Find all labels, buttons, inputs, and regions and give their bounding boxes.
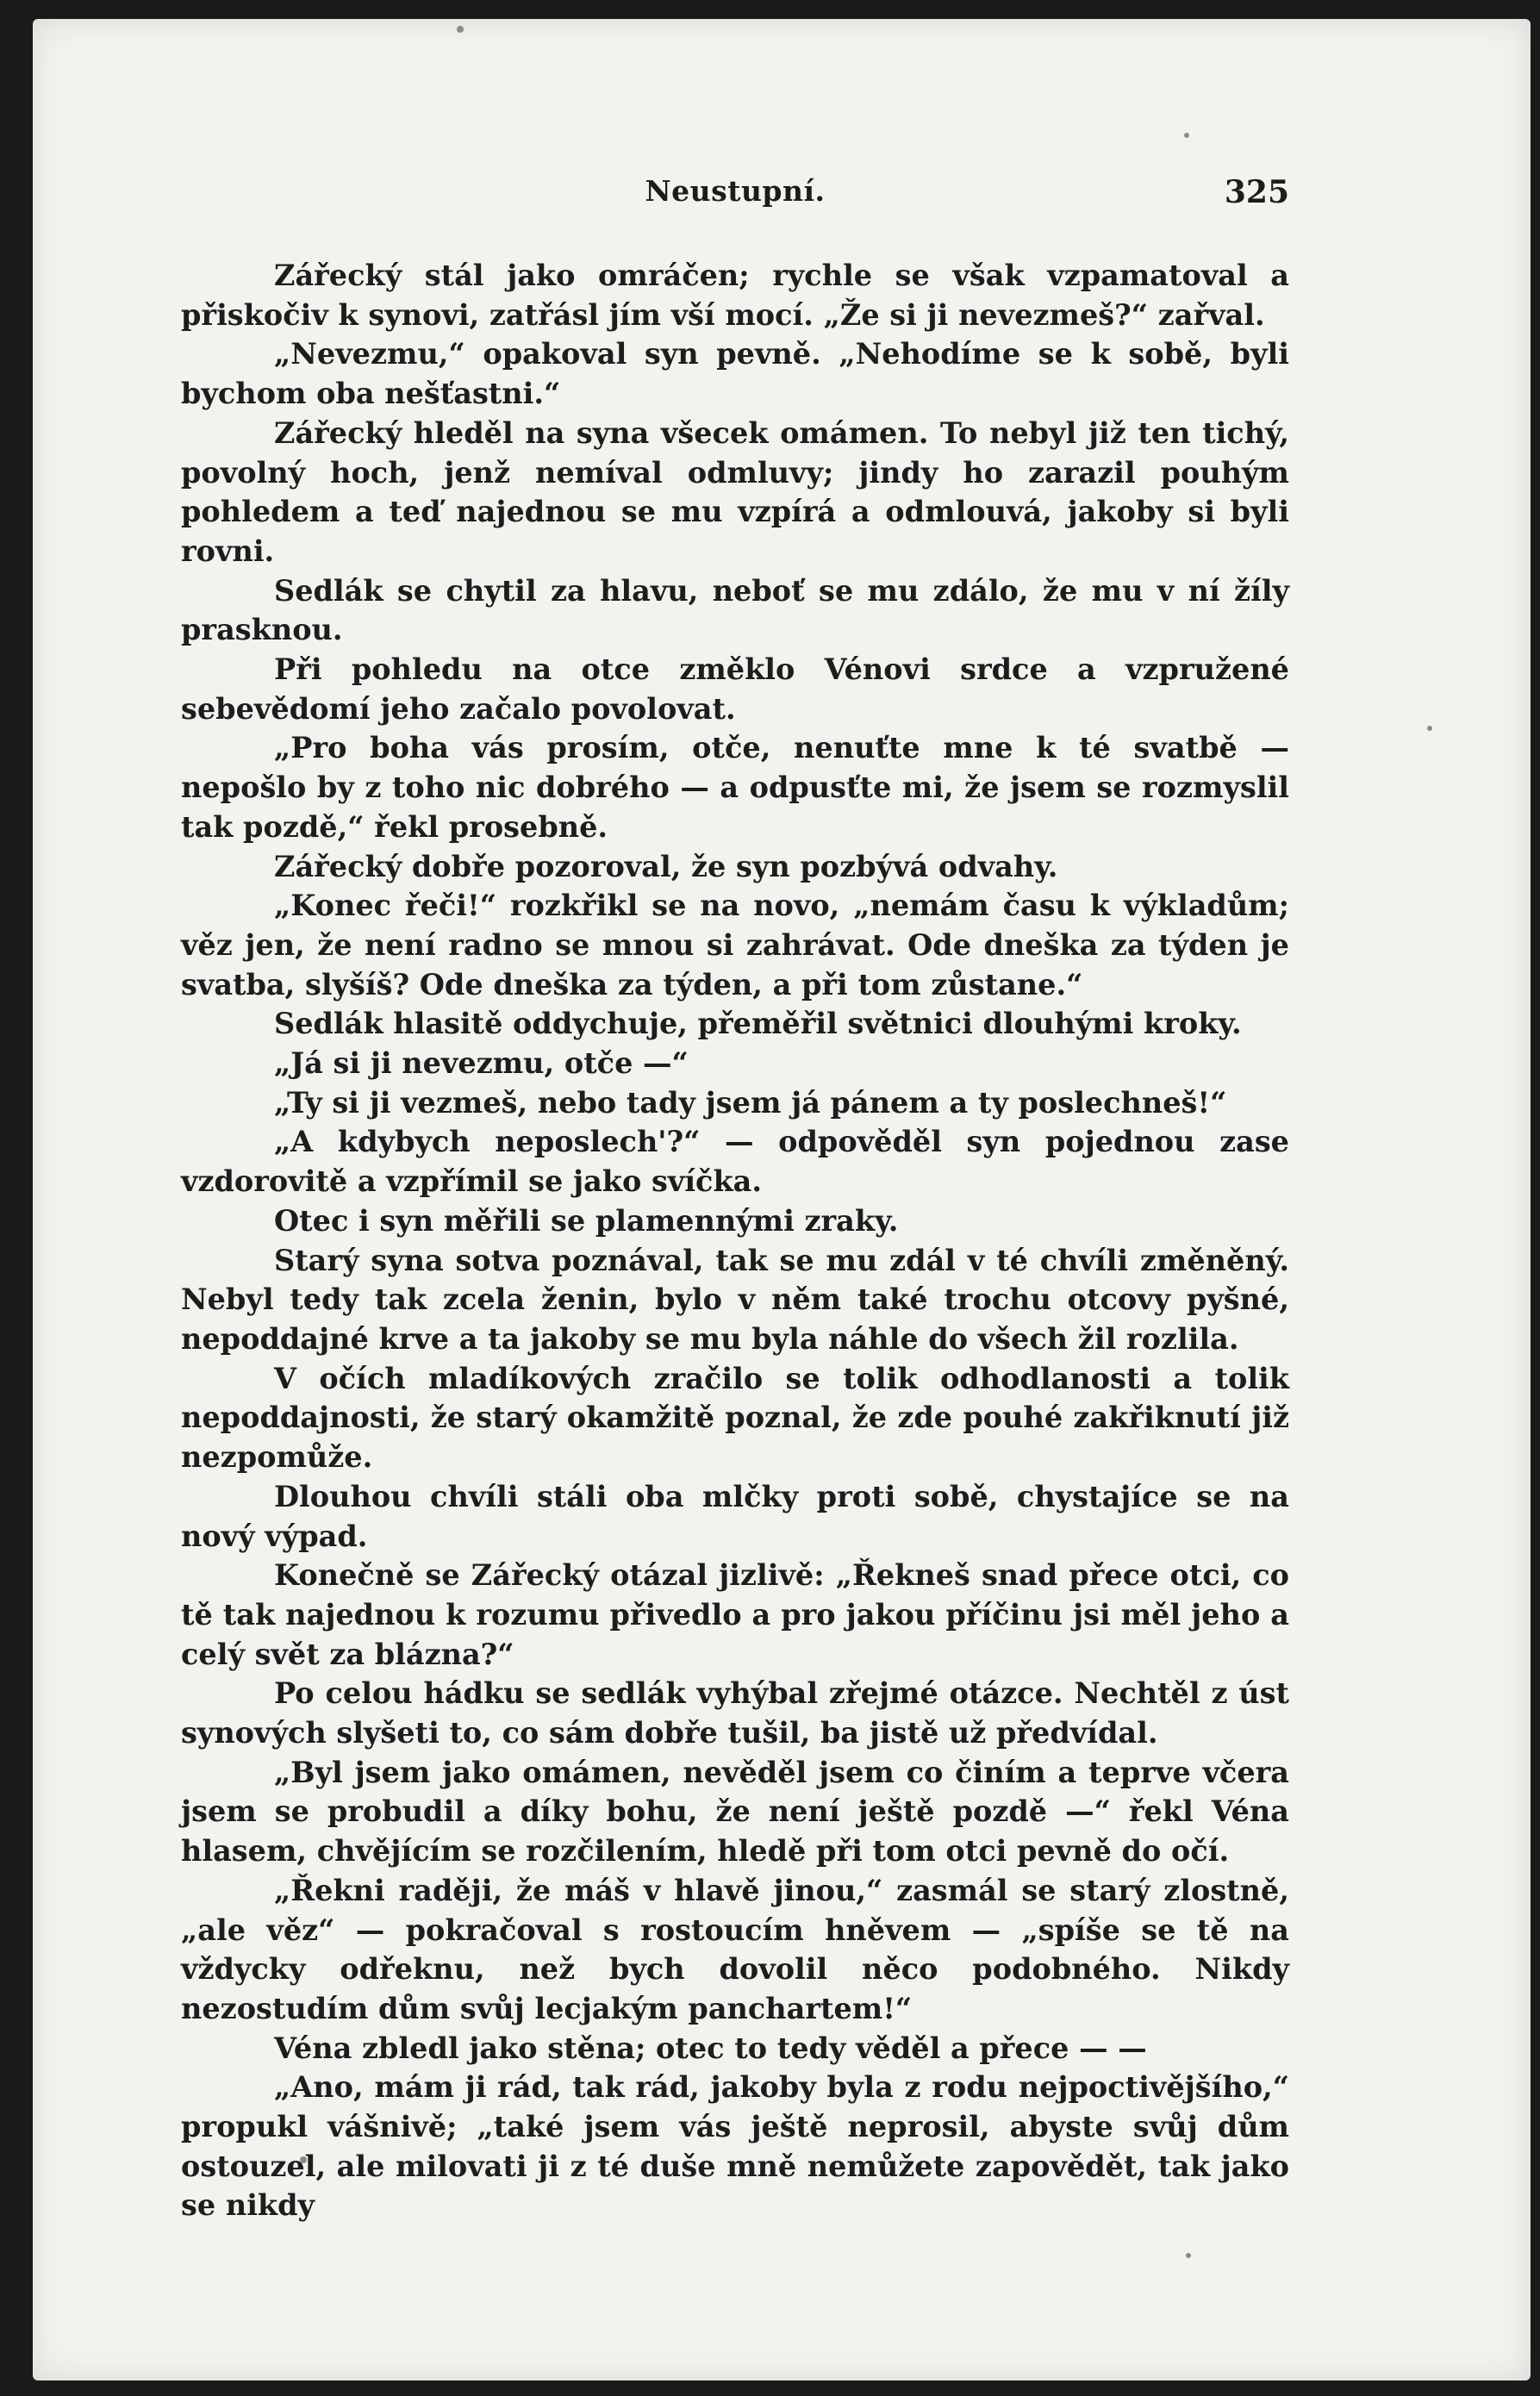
paragraph: Starý syna sotva poznával, tak se mu zdál v té chvíli změněný. Nebyl tedy tak zcela ženin, bylo v něm také trochu otcovy pyšné, nepoddajné krve a ta jakoby se mu byla náhle do všech žil rozlila. <box>181 1243 1289 1356</box>
paragraph: Otec i syn měřili se plamennými zraky. <box>274 1203 899 1238</box>
paragraph: Sedlák se chytil za hlavu, neboť se mu zdálo, že mu v ní žíly prasknou. <box>181 573 1289 647</box>
paragraph: Zářecký stál jako omráčen; rychle se však vzpamatoval a přiskočiv k synovi, zatřásl jím vší mocí. „Že si ji nevezmeš?“ zařval. <box>181 259 1289 332</box>
paragraph: Po celou hádku se sedlák vyhýbal zřejmé otázce. Nechtěl z úst synových slyšeti to, co sám dobře tušil, ba jistě už předvídal. <box>181 1676 1289 1750</box>
paragraph: „Já si ji nevezmu, otče —“ <box>274 1046 689 1081</box>
paragraph: Sedlák hlasitě oddychuje, přeměřil světnici dlouhými kroky. <box>274 1007 1242 1041</box>
paragraph: „Pro boha vás prosím, otče, nenuťte mne k té svatbě — nepošlo by z toho nic dobrého — a odpusťte mi, že jsem se rozmyslil tak pozdě,“ řekl prosebně. <box>181 731 1289 844</box>
paragraph: „Řekni raději, že máš v hlavě jinou,“ zasmál se starý zlostně, „ale věz“ — pokračoval s rostoucím hněvem — „spíše se tě na vždycky odřeknu, než bych dovolil něco podobného. Nikdy nezostudím dům svůj lecjakým panchartem!“ <box>181 1873 1289 2025</box>
paragraph: Dlouhou chvíli stáli oba mlčky proti sobě, chystajíce se na nový výpad. <box>181 1479 1289 1553</box>
paragraph: Konečně se Zářecký otázal jizlivě: „Řekneš snad přece otci, co tě tak najednou k rozumu přivedlo a pro jakou příčinu jsi měl jeho a celý svět za blázna?“ <box>181 1558 1289 1671</box>
paragraph: „A kdybych neposlech'?“ — odpověděl syn pojednou zase vzdorovitě a vzpřímil se jako svíčka. <box>181 1125 1289 1199</box>
body-text <box>181 256 1289 2225</box>
paragraph: „Byl jsem jako omámen, nevěděl jsem co činím a teprve včera jsem se probudil a díky bohu, že není ještě pozdě —“ řekl Véna hlasem, chvějícím se rozčilením, hledě při tom otci pevně do očí. <box>181 1755 1289 1869</box>
paragraph: „Konec řeči!“ rozkřikl se na novo, „nemám času k výkladům; věz jen, že není radno se mnou si zahrávat. Ode dneška za týden je svatba, slyšíš? Ode dneška za týden, a při tom zůstane.“ <box>181 889 1289 1001</box>
paper-speck <box>457 26 464 33</box>
paragraph: Při pohledu na otce změklo Vénovi srdce a vzpružené sebevědomí jeho začalo povolovat. <box>181 652 1289 726</box>
page-header <box>181 174 1289 217</box>
paragraph: Zářecký hleděl na syna všecek omámen. To nebyl již ten tichý, povolný hoch, jenž nemíval odmluvy; jindy ho zarazil pouhým pohledem a teď najednou se mu vzpírá a odmlouvá, jakoby si byli rovni. <box>181 415 1289 568</box>
page-number: 325 <box>1224 174 1289 210</box>
paragraph: „Ano, mám ji rád, tak rád, jakoby byla z rodu nejpoctivějšího,“ propukl vášnivě; „také jsem vás ještě neprosil, abyste svůj dům ostouzel, ale milovati ji z té duše mně nemůžete zapovědět, tak jako se nikdy <box>181 2070 1289 2223</box>
paragraph: „Nevezmu,“ opakoval syn pevně. „Nehodíme se k sobě, byli bychom oba nešťastni.“ <box>181 337 1289 411</box>
paragraph: Zářecký dobře pozoroval, že syn pozbývá odvahy. <box>274 849 1058 883</box>
paragraph: Véna zbledl jako stěna; otec to tedy věděl a přece — — <box>274 2031 1147 2065</box>
paragraph: „Ty si ji vezmeš, nebo tady jsem já pánem a ty poslechneš!“ <box>274 1085 1227 1120</box>
paper-speck <box>1184 133 1189 138</box>
running-title: Neustupní. <box>645 174 826 208</box>
paper-speck <box>1427 726 1432 731</box>
paper-speck <box>1186 2253 1191 2258</box>
paragraph: V očích mladíkových zračilo se tolik odhodlanosti a tolik nepoddajnosti, že starý okamžitě poznal, že zde pouhé zakřiknutí již nezpomůže. <box>181 1361 1289 1475</box>
